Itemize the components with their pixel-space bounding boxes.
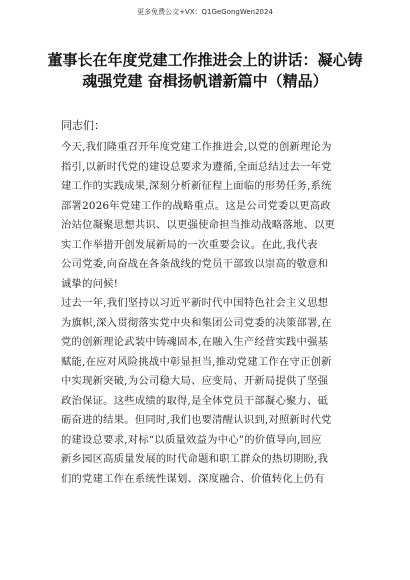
body-line: 砺奋进的结果。但同时,我们也要清醒认识到,对照新时代党: [61, 414, 332, 426]
salutation: 同志们：: [61, 119, 105, 132]
body-line: 新乡园区高质量发展的时代命题和职工群众的热切期盼,我: [61, 453, 329, 465]
body-line: 们的党建工作在系统性谋划、深度融合、价值转化上仍有: [61, 472, 325, 485]
body-line: 公司党委,向奋战在各条战线的党员干部致以崇高的敬意和: [61, 258, 329, 270]
header-source-note: 更多免费公文+VX：Q1GeGongWen2024: [137, 8, 273, 16]
body-line: 过去一年,我们坚持以习近平新时代中国特色社会主义思想: [61, 297, 329, 309]
body-line: 指引,以新时代党的建设总要求为遵循,全面总结过去一年党: [61, 160, 332, 173]
body-line: 为旗帜,深入贯彻落实党中央和集团公司党委的决策部署,在: [61, 316, 332, 329]
body-line: 的建设总要求,对标“以质量效益为中心”的价值导向,回应: [61, 433, 322, 446]
body-line: 治站位凝聚思想共识、以更强使命担当推动战略落地、以更: [61, 219, 336, 231]
body-line: 赋能,在应对风险挑战中彰显担当,推动党建工作在守正创新: [61, 355, 332, 368]
body-line: 实工作举措开创发展新局的一次重要会议。在此,我代表: [61, 238, 318, 251]
document-title: 董事长在年度党建工作推进会上的讲话：凝心铸魂强党建 奋楫扬帆谱新篇中（精品）: [47, 51, 363, 90]
body-line: 诚挚的问候!: [61, 277, 119, 290]
body-line: 政治保证。这些成绩的取得,是全体党员干部凝心聚力、砥: [61, 394, 329, 407]
body-text: [61, 138, 351, 489]
body-line: 建工作的实践成果,深刻分析新征程上面临的形势任务,系统: [61, 180, 332, 192]
body-line: 部署2026年党建工作的战略重点。这是公司党委以更高政: [61, 199, 331, 212]
body-line: 党的创新理论武装中铸魂固本,在融入生产经营实践中强基: [61, 336, 329, 348]
body-line: 今天,我们隆重召开年度党建工作推进会,以党的创新理论为: [61, 141, 332, 153]
body-line: 中实现新突破,为公司稳大局、应变局、开新局提供了坚强: [61, 375, 329, 387]
